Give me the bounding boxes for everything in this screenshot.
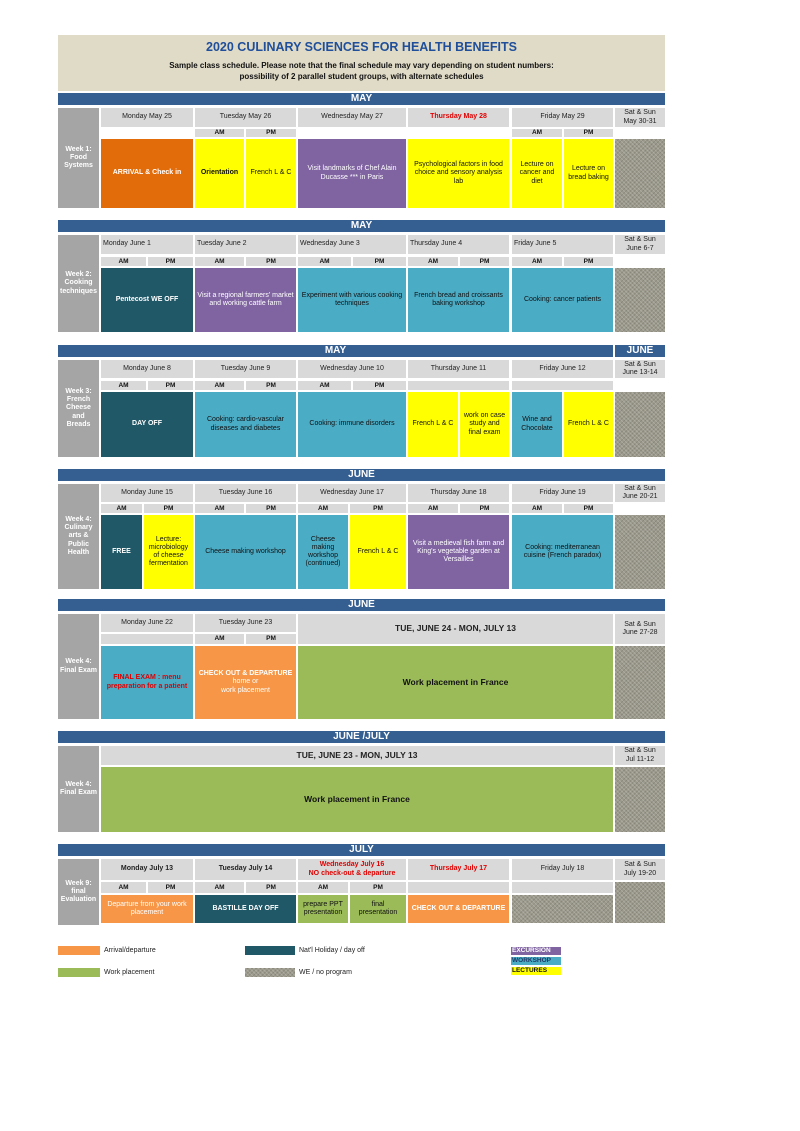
day-header: Friday June 5	[512, 235, 613, 254]
weekend-block	[615, 767, 665, 832]
event-workshop: Experiment with various cooking techniques	[298, 268, 406, 332]
month-bar-week1: MAY	[58, 93, 665, 105]
am-label: AM	[101, 381, 146, 390]
day-header: Thursday June 11	[408, 360, 509, 378]
weekend-block	[512, 895, 613, 923]
legend-type-workshop-label: WORKSHOP	[512, 957, 551, 964]
day-header: Monday July 13	[101, 859, 193, 880]
event-work-placement: final presentation	[350, 895, 406, 923]
event-lecture: Lecture on cancer and diet	[512, 139, 562, 208]
legend-label-work-placement: Work placement	[104, 969, 155, 976]
weekend-header: Sat & Sun June 20-21	[615, 484, 665, 502]
event-work-placement: Work placement in France	[101, 767, 613, 832]
weekend-block	[615, 515, 665, 589]
page-title: 2020 CULINARY SCIENCES FOR HEALTH BENEFITS	[206, 39, 517, 54]
week-label-week3: Week 3: French Cheese and Breads	[58, 360, 99, 457]
ampm-blank	[101, 634, 193, 644]
pm-label: PM	[246, 381, 296, 390]
day-header: Friday May 29	[512, 108, 613, 127]
date-range-header: TUE, JUNE 24 - MON, JULY 13	[298, 614, 613, 644]
am-label: AM	[512, 504, 562, 513]
event-checkout	[195, 646, 296, 719]
event-lecture: Lecture on bread baking	[564, 139, 613, 208]
event-workshop: Cooking: immune disorders	[298, 392, 406, 457]
event-day-off: Pentecost WE OFF	[101, 268, 193, 332]
weekend-header: Sat & Sun June 6-7	[615, 235, 665, 254]
event-lecture: Orientation	[195, 139, 244, 208]
pm-label: PM	[353, 257, 406, 266]
pm-label: PM	[460, 257, 509, 266]
weekend-block	[615, 139, 665, 208]
pm-label: PM	[246, 882, 296, 893]
event-day-off: FREE	[101, 515, 142, 589]
am-label: AM	[195, 381, 244, 390]
checkout-line-3: work placement	[220, 686, 271, 694]
event-excursion: Visit landmarks of Chef Alain Ducasse *** in Paris	[298, 139, 406, 208]
pm-label: PM	[148, 257, 193, 266]
pm-label: PM	[246, 504, 296, 513]
month-bar-week4: JUNE	[58, 469, 665, 481]
weekend-header: Sat & Sun Jul 11-12	[615, 746, 665, 765]
day-header: Friday June 12	[512, 360, 613, 378]
pm-label: PM	[564, 129, 613, 137]
event-workshop: Cheese making workshop	[195, 515, 296, 589]
event-lecture: French L & C	[408, 392, 458, 457]
event-excursion: Visit a medieval fish farm and King's vegetable garden at Versailles	[408, 515, 509, 589]
weekend-header: Sat & Sun June 27-28	[615, 614, 665, 644]
am-label: AM	[298, 504, 348, 513]
weekend-block	[615, 646, 665, 719]
am-label: AM	[298, 257, 351, 266]
week-label-week1: Week 1: Food Systems	[58, 108, 99, 208]
event-workshop: Cooking: mediterranean cuisine (French paradox)	[512, 515, 613, 589]
day-header: Friday June 19	[512, 484, 613, 502]
day-header: Tuesday June 23	[195, 614, 296, 632]
event-final-exam: FINAL EXAM : menu preparation for a patient	[101, 646, 193, 719]
day-header	[298, 859, 406, 880]
month-bar-week3-june: JUNE	[615, 345, 665, 357]
pm-label: PM	[144, 504, 193, 513]
pm-label: PM	[148, 381, 193, 390]
event-day-off: DAY OFF	[101, 392, 193, 457]
weekend-header: Sat & Sun July 19-20	[615, 859, 665, 880]
day-header: Tuesday June 16	[195, 484, 296, 502]
am-label: AM	[195, 257, 244, 266]
month-bar-week5: JUNE	[58, 599, 665, 611]
day-header: Tuesday June 2	[195, 235, 296, 254]
weekend-block	[615, 268, 665, 332]
day-header: Thursday June 4	[408, 235, 509, 254]
event-workshop: Cheese making workshop (continued)	[298, 515, 348, 589]
am-label: AM	[512, 257, 562, 266]
pm-label: PM	[460, 504, 509, 513]
pm-label: PM	[246, 634, 296, 644]
event-work-placement: prepare PPT presentation	[298, 895, 348, 923]
am-label: AM	[298, 381, 351, 390]
am-label: AM	[195, 634, 244, 644]
pm-label: PM	[350, 882, 406, 893]
day-header: Thursday June 18	[408, 484, 509, 502]
weekend-header: Sat & Sun May 30-31	[615, 108, 665, 127]
day-header: Tuesday June 9	[195, 360, 296, 378]
event-workshop: Wine and Chocolate	[512, 392, 562, 457]
legend-label-day-off: Nat'l Holiday / day off	[299, 947, 365, 954]
week-label-week7: Week 9: final Evaluation	[58, 859, 99, 925]
event-excursion: Visit a regional farmers' market and working cattle farm	[195, 268, 296, 332]
week-label-week6: Week 4: Final Exam	[58, 746, 99, 832]
week-label-week5: Week 4: Final Exam	[58, 614, 99, 719]
weekend-block	[615, 392, 665, 457]
legend-swatch-weekend	[245, 968, 295, 977]
pm-label: PM	[353, 381, 406, 390]
am-label: AM	[101, 257, 146, 266]
event-arrival: ARRIVAL & Check in	[101, 139, 193, 208]
legend-type-excursion-label: EXCURSION	[512, 947, 551, 954]
day-header-note: NO check-out & departure	[308, 869, 396, 877]
event-lecture: French L & C	[350, 515, 406, 589]
event-departure: Departure from your work placement	[101, 895, 193, 923]
am-label: AM	[408, 504, 458, 513]
ampm-blank	[408, 882, 509, 893]
month-bar-week3: MAY	[58, 345, 613, 357]
am-label: AM	[408, 257, 458, 266]
day-header: Monday June 15	[101, 484, 193, 502]
event-lecture: French L & C	[564, 392, 613, 457]
legend-label-arrival: Arrival/departure	[104, 947, 156, 954]
day-header: Monday June 22	[101, 614, 193, 632]
am-label: AM	[298, 882, 348, 893]
event-day-off: BASTILLE DAY OFF	[195, 895, 296, 923]
legend-swatch-work-placement	[58, 968, 100, 977]
am-label: AM	[512, 129, 562, 137]
day-header: Wednesday June 10	[298, 360, 406, 378]
ampm-blank	[408, 381, 509, 390]
month-bar-week7: JULY	[58, 844, 665, 856]
subtitle-line-2: possibility of 2 parallel student groups, with alternate schedules	[239, 71, 484, 81]
event-workshop: Cooking: cancer patients	[512, 268, 613, 332]
legend-swatch-arrival	[58, 946, 100, 955]
am-label: AM	[101, 882, 146, 893]
event-lecture: French L & C	[246, 139, 296, 208]
event-lecture: Lecture: microbiology of cheese fermentation	[144, 515, 193, 589]
weekend-block	[615, 882, 665, 923]
day-header: Friday July 18	[512, 859, 613, 880]
date-range-header: TUE, JUNE 23 - MON, JULY 13	[101, 746, 613, 765]
event-checkout: CHECK OUT & DEPARTURE	[408, 895, 509, 923]
pm-label: PM	[350, 504, 406, 513]
event-lecture: work on case study and final exam	[460, 392, 509, 457]
day-header: Wednesday May 27	[298, 108, 406, 127]
legend-label-weekend: WE / no program	[299, 969, 352, 976]
pm-label: PM	[246, 129, 296, 137]
day-header: Thursday July 17	[408, 859, 509, 880]
checkout-title: CHECK OUT & DEPARTURE	[198, 669, 293, 677]
pm-label: PM	[246, 257, 296, 266]
month-bar-week2: MAY	[58, 220, 665, 232]
am-label: AM	[195, 504, 244, 513]
ampm-blank	[512, 882, 613, 893]
am-label: AM	[195, 882, 244, 893]
day-header: Thursday May 28	[408, 108, 509, 127]
subtitle-line-1: Sample class schedule. Please note that the final schedule may vary depending on student numbers:	[169, 60, 554, 70]
day-header: Tuesday May 26	[195, 108, 296, 127]
pm-label: PM	[564, 257, 613, 266]
month-bar-week6: JUNE /JULY	[58, 731, 665, 743]
weekend-header: Sat & Sun June 13-14	[615, 360, 665, 378]
pm-label: PM	[148, 882, 193, 893]
ampm-blank	[512, 381, 613, 390]
day-header: Monday June 8	[101, 360, 193, 378]
legend-type-lectures-label: LECTURES	[512, 967, 548, 974]
pm-label: PM	[564, 504, 613, 513]
day-header: Wednesday June 17	[298, 484, 406, 502]
legend-swatch-day-off	[245, 946, 295, 955]
am-label: AM	[195, 129, 244, 137]
checkout-line-2: home or	[232, 678, 259, 686]
day-header: Tuesday July 14	[195, 859, 296, 880]
event-work-placement: Work placement in France	[298, 646, 613, 719]
day-header: Monday May 25	[101, 108, 193, 127]
am-label: AM	[101, 504, 142, 513]
day-header-date: Wednesday July 16	[319, 861, 385, 869]
event-workshop: Cooking: cardio-vascular diseases and diabetes	[195, 392, 296, 457]
day-header: Wednesday June 3	[298, 235, 406, 254]
event-workshop: French bread and croissants baking workshop	[408, 268, 509, 332]
week-label-week2: Week 2: Cooking techniques	[58, 235, 99, 332]
event-lecture: Psychological factors in food choice and sensory analysis lab	[408, 139, 509, 208]
week-label-week4: Week 4: Culinary arts & Public Health	[58, 484, 99, 589]
day-header: Monday June 1	[101, 235, 193, 254]
